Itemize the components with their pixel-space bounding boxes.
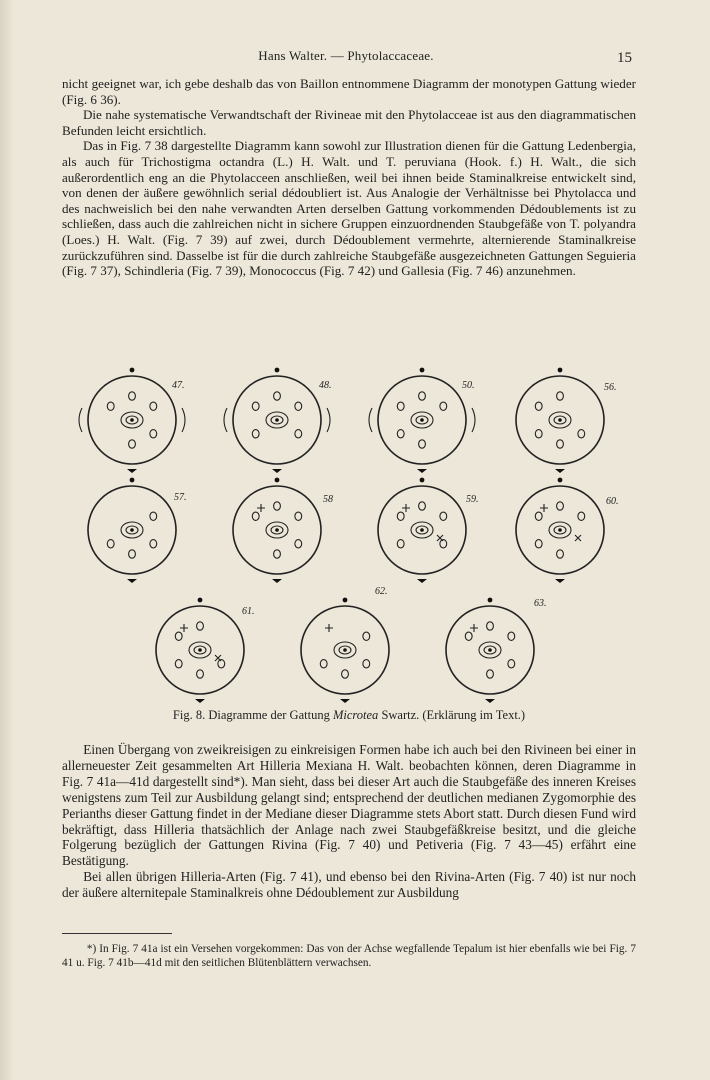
figure-caption bbox=[62, 708, 636, 723]
diagram-label: 57. bbox=[174, 492, 187, 503]
axis-dot bbox=[275, 368, 280, 373]
stamen-mark bbox=[557, 550, 564, 558]
stamen-mark bbox=[419, 392, 426, 400]
caption-suffix: Swartz. (Erklärung im Text.) bbox=[378, 708, 526, 722]
bract-mark bbox=[417, 579, 427, 583]
floral-diagram bbox=[79, 368, 185, 473]
stamen-mark bbox=[578, 512, 585, 520]
stamen-mark bbox=[197, 670, 204, 678]
axis-dot bbox=[488, 598, 493, 603]
axis-dot bbox=[343, 598, 348, 603]
stamen-mark bbox=[150, 512, 157, 520]
diagram-label: 47. bbox=[172, 380, 185, 391]
bracteole-left bbox=[224, 408, 227, 432]
stamen-mark bbox=[107, 402, 114, 410]
stamen-mark bbox=[578, 430, 585, 438]
stamen-mark bbox=[363, 660, 370, 668]
bracteole-right bbox=[472, 408, 475, 432]
floral-diagram bbox=[156, 598, 255, 703]
diagram-label: 56. bbox=[604, 382, 617, 393]
stamen-mark bbox=[218, 660, 225, 668]
bracteole-right bbox=[182, 408, 185, 432]
stamen-mark bbox=[465, 632, 472, 640]
stamen-mark bbox=[274, 502, 281, 510]
stamen-mark bbox=[535, 540, 542, 548]
axis-dot bbox=[130, 368, 135, 373]
stamen-mark bbox=[440, 512, 447, 520]
floral-diagram bbox=[516, 368, 617, 473]
aborted-stamen-mark bbox=[257, 504, 265, 512]
stamen-mark bbox=[508, 632, 515, 640]
bract-mark bbox=[127, 469, 137, 473]
floral-diagram bbox=[369, 368, 475, 473]
stamen-mark bbox=[487, 622, 494, 630]
stamen-mark bbox=[487, 670, 494, 678]
stamen-mark bbox=[252, 430, 259, 438]
stamen-mark bbox=[557, 440, 564, 448]
aborted-stamen-mark bbox=[575, 535, 581, 541]
stamen-mark bbox=[274, 392, 281, 400]
bracteole-left bbox=[369, 408, 372, 432]
stamen-mark bbox=[175, 632, 182, 640]
stamen-mark bbox=[295, 512, 302, 520]
stamen-mark bbox=[129, 550, 136, 558]
axis-dot bbox=[130, 478, 135, 483]
diagram-label: 59. bbox=[466, 494, 479, 505]
stamen-mark bbox=[295, 540, 302, 548]
stamen-mark bbox=[107, 540, 114, 548]
bract-mark bbox=[195, 699, 205, 703]
aborted-stamen-mark bbox=[180, 624, 188, 632]
aborted-stamen-mark bbox=[215, 655, 221, 661]
axis-dot bbox=[275, 478, 280, 483]
bract-mark bbox=[272, 469, 282, 473]
axis-dot bbox=[420, 478, 425, 483]
stamen-mark bbox=[150, 430, 157, 438]
bract-mark bbox=[485, 699, 495, 703]
aborted-stamen-mark bbox=[325, 624, 333, 632]
axis-dot bbox=[558, 368, 563, 373]
stamen-mark bbox=[440, 540, 447, 548]
ovule-dot bbox=[420, 418, 424, 422]
stamen-mark bbox=[535, 402, 542, 410]
ovule-dot bbox=[275, 528, 279, 532]
stamen-mark bbox=[342, 670, 349, 678]
stamen-mark bbox=[295, 402, 302, 410]
stamen-mark bbox=[274, 550, 281, 558]
stamen-mark bbox=[129, 440, 136, 448]
ovule-dot bbox=[275, 418, 279, 422]
bract-mark bbox=[127, 579, 137, 583]
bracteole-right bbox=[327, 408, 330, 432]
stamen-mark bbox=[508, 660, 515, 668]
floral-diagram bbox=[88, 478, 187, 583]
stamen-mark bbox=[557, 502, 564, 510]
aborted-stamen-mark bbox=[540, 504, 548, 512]
floral-diagram bbox=[301, 586, 389, 703]
paragraph: Die nahe systematische Verwandtschaft der Rivineae mit den Phytolacceae ist aus den diagrammatischen Befunden leicht ersichtlich. bbox=[62, 107, 636, 138]
ovule-dot bbox=[130, 528, 134, 532]
stamen-mark bbox=[129, 392, 136, 400]
diagram-label: 50. bbox=[462, 380, 475, 391]
stamen-mark bbox=[535, 512, 542, 520]
paragraph: Bei allen übrigen Hilleria-Arten (Fig. 7 41), und ebenso bei den Rivina-Arten (Fig. 7 40) ist nur noch der äußere alternitepale Staminalkreis ohne Dédoublement zur Ausbildung bbox=[62, 869, 636, 901]
axis-dot bbox=[558, 478, 563, 483]
aborted-stamen-mark bbox=[402, 504, 410, 512]
floral-diagram bbox=[378, 478, 479, 583]
axis-dot bbox=[420, 368, 425, 373]
stamen-mark bbox=[150, 540, 157, 548]
stamen-mark bbox=[397, 402, 404, 410]
stamen-mark bbox=[197, 622, 204, 630]
bottom-text-block bbox=[62, 742, 636, 901]
diagram-label: 60. bbox=[606, 496, 619, 507]
stamen-mark bbox=[175, 660, 182, 668]
aborted-stamen-mark bbox=[470, 624, 478, 632]
diagram-label: 61. bbox=[242, 606, 255, 617]
bract-mark bbox=[555, 469, 565, 473]
caption-prefix: Fig. 8. Diagramme der Gattung bbox=[172, 708, 333, 722]
ovule-dot bbox=[558, 528, 562, 532]
paragraph: Einen Übergang von zweikreisigen zu einkreisigen Formen habe ich auch bei den Rivineen bei einer in allerneuester Zeit gesammelten Art Hilleria Mexiana H. Walt. beobachten können, deren Diagramme in Fig. 7 41a—41d dargestellt sind*). Man sieht, dass bei dieser Art auch die Staubgefäße des inneren Kreises wenigstens zum Teil zur Ausbildung gelangt sind; entsprechend der deutlichen medianen Zygomorphie des Perianths dieser Gattung findet in der Mediane dieser Diagramme stets Abort statt. Durch diesen Fund wird bekräftigt, dass Hilleria thatsächlich der Anlage nach zwei Staubgefäßkreise besitzt, und die gleiche Folgerung bezüglich der Gattungen Rivina (Fig. 7 40) und Petiveria (Fig. 7 43—45) erfährt eine Bestätigung. bbox=[62, 742, 636, 869]
floral-diagrams bbox=[70, 365, 630, 710]
ovule-dot bbox=[420, 528, 424, 532]
footnote bbox=[62, 942, 636, 971]
footnote-text: *) In Fig. 7 41a ist ein Versehen vorgekommen: Das von der Achse wegfallende Tepalum ist hier ebenfalls wie bei Fig. 7 41 u. Fig. 7 41b—41d mit den seitlichen Blütenblättern verwachsen. bbox=[62, 943, 636, 970]
stamen-mark bbox=[252, 512, 259, 520]
floral-diagrams-figure bbox=[70, 365, 630, 710]
ovule-dot bbox=[343, 648, 347, 652]
ovule-dot bbox=[558, 418, 562, 422]
bract-mark bbox=[417, 469, 427, 473]
stamen-mark bbox=[535, 430, 542, 438]
floral-diagram bbox=[233, 478, 333, 583]
stamen-mark bbox=[419, 502, 426, 510]
stamen-mark bbox=[150, 402, 157, 410]
stamen-mark bbox=[419, 440, 426, 448]
paragraph: nicht geeignet war, ich gebe deshalb das von Baillon entnommene Diagramm der monotypen Gattung wieder (Fig. 6 36). bbox=[62, 76, 636, 107]
top-text-block bbox=[62, 76, 636, 279]
stamen-mark bbox=[440, 402, 447, 410]
caption-genus: Microtea bbox=[332, 708, 379, 722]
stamen-mark bbox=[397, 430, 404, 438]
diagram-label: 48. bbox=[319, 380, 332, 391]
footnote-rule bbox=[62, 933, 172, 934]
stamen-mark bbox=[363, 632, 370, 640]
floral-diagram bbox=[446, 598, 547, 703]
stamen-mark bbox=[252, 402, 259, 410]
bract-mark bbox=[340, 699, 350, 703]
bract-mark bbox=[555, 579, 565, 583]
bracteole-left bbox=[79, 408, 82, 432]
stamen-mark bbox=[397, 512, 404, 520]
stamen-mark bbox=[397, 540, 404, 548]
floral-diagram bbox=[516, 478, 619, 583]
axis-dot bbox=[198, 598, 203, 603]
diagram-label: 58 bbox=[323, 494, 333, 505]
ovule-dot bbox=[488, 648, 492, 652]
stamen-mark bbox=[295, 430, 302, 438]
ovule-dot bbox=[198, 648, 202, 652]
running-title: Hans Walter. — Phytolaccaceae. bbox=[258, 48, 434, 63]
ovule-dot bbox=[130, 418, 134, 422]
bract-mark bbox=[272, 579, 282, 583]
diagram-label: 63. bbox=[534, 598, 547, 609]
paragraph: Das in Fig. 7 38 dargestellte Diagramm kann sowohl zur Illustration dienen für die Gattung Ledenbergia, als auch für Trichostigma octandra (L.) H. Walt. und T. peruviana (Hook. f.) H. Walt., die sich außerordentlich eng an die Phytolacceen anschließen, weil bei ihnen beide Staminalkreise entwickelt sind, von denen der äußere gewöhnlich serial dédoubliert ist. Aus Analogie der Verhältnisse bei Phytolacca und des nachweislich bei den nahe verwandten Arten derselben Gattung vorkommenden Dédoublements ist zu schließen, dass auch die zahlreichen nicht in sichere Gruppen einzuordnenden Staubgefäße von T. polyandra (Loes.) H. Walt. (Fig. 7 39) auf zwei, durch Dédoublement vermehrte, alternierende Staminalkreise zurückzuführen sind. Dasselbe ist für die durch zahlreiche Staubgefäße ausgezeichneten Gattungen Seguieria (Fig. 7 37), Schindleria (Fig. 7 39), Monococcus (Fig. 7 42) und Gallesia (Fig. 7 46) anzunehmen. bbox=[62, 138, 636, 279]
floral-diagram bbox=[224, 368, 332, 473]
stamen-mark bbox=[557, 392, 564, 400]
stamen-mark bbox=[320, 660, 327, 668]
page-number: 15 bbox=[617, 50, 632, 66]
diagram-label: 62. bbox=[375, 586, 388, 597]
aborted-stamen-mark bbox=[437, 535, 443, 541]
